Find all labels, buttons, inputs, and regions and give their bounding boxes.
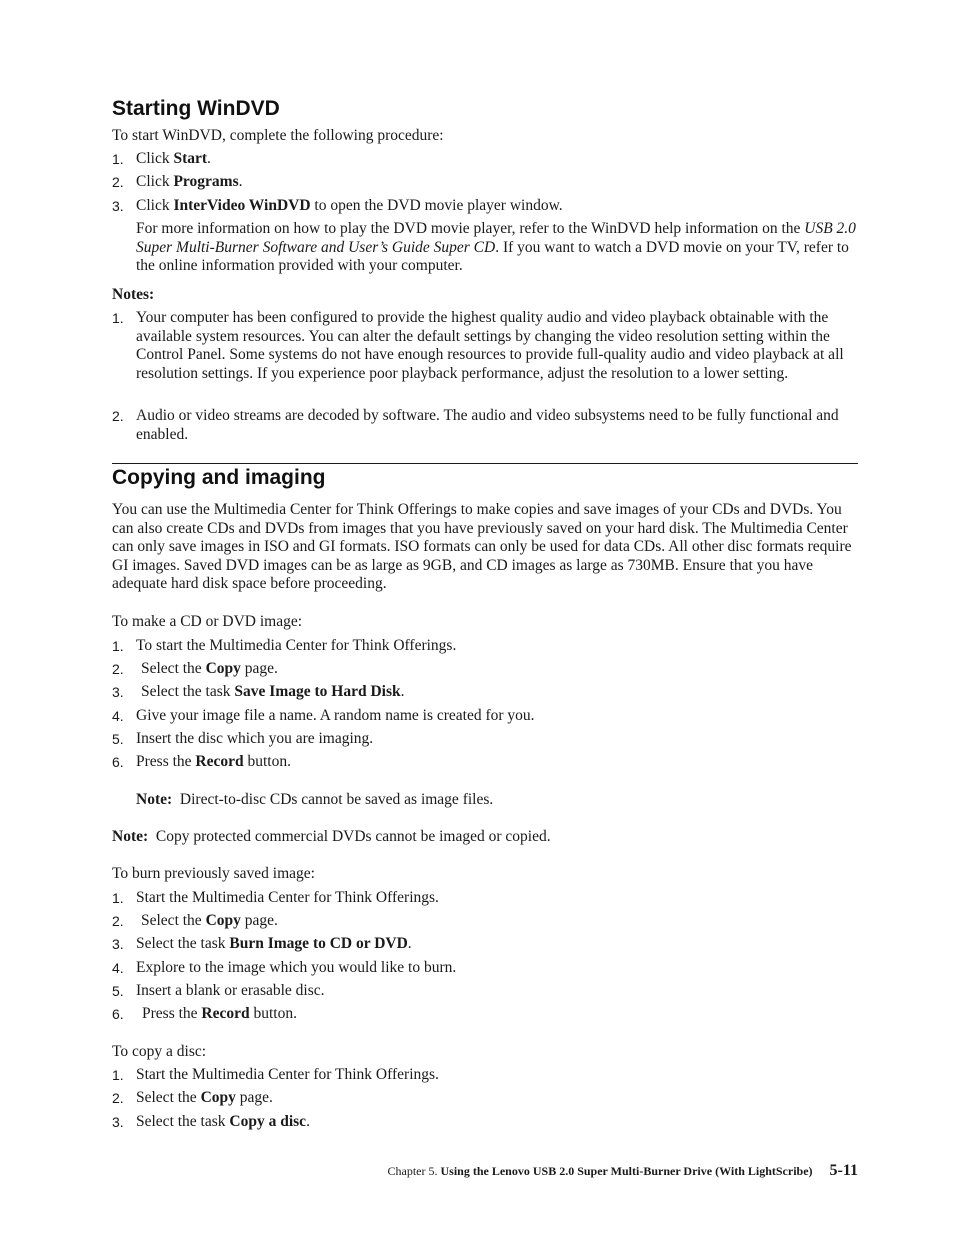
list-text: Click InterVideo WinDVD to open the DVD movie player window. — [136, 197, 563, 214]
note-item — [112, 407, 858, 444]
section-heading-copying-and-imaging: Copying and imaging — [112, 466, 326, 489]
copy-disc-lead: To copy a disc: — [112, 1043, 207, 1060]
list-text: Click Programs. — [136, 173, 243, 190]
list-text: Insert the disc which you are imaging. — [136, 730, 374, 747]
list-text: Start the Multimedia Center for Think Offerings. — [136, 1066, 439, 1083]
list-text: Select the task Copy a disc. — [136, 1113, 310, 1130]
list-number: 4. — [112, 960, 124, 976]
list-number: 3. — [112, 684, 124, 700]
section-divider — [112, 463, 858, 464]
list-number: 6. — [112, 754, 124, 770]
list-text: Select the task Save Image to Hard Disk. — [141, 683, 405, 700]
list-number: 2. — [112, 913, 124, 929]
note-item — [112, 309, 858, 383]
list-text: Give your image file a name. A random name is created for you. — [136, 707, 535, 724]
list-number: 2. — [112, 661, 124, 677]
list-text: To start the Multimedia Center for Think Offerings. — [136, 637, 457, 654]
list-text: Press the Record button. — [142, 1005, 297, 1022]
footer-chapter-title: Using the Lenovo USB 2.0 Super Multi-Burner Drive (With LightScribe) — [440, 1164, 813, 1178]
note-text: Audio or video streams are decoded by software. The audio and video subsystems need to be fully functional and enabled. — [136, 407, 839, 443]
list-text: Select the Copy page. — [141, 912, 278, 929]
list-number: 1. — [112, 638, 124, 654]
list-text: Select the Copy page. — [136, 1089, 273, 1106]
inner-note: Note: Direct-to-disc CDs cannot be saved as image files. — [136, 791, 494, 808]
list-text: Press the Record button. — [136, 753, 291, 770]
list-text: Start the Multimedia Center for Think Offerings. — [136, 889, 439, 906]
list-number: 5. — [112, 983, 124, 999]
copy-protection-note: Note: Copy protected commercial DVDs cannot be imaged or copied. — [112, 828, 551, 845]
section-heading-starting-windvd: Starting WinDVD — [112, 97, 280, 120]
list-number: 5. — [112, 731, 124, 747]
list-text: Explore to the image which you would like to burn. — [136, 959, 457, 976]
more-info-paragraph: For more information on how to play the DVD movie player, refer to the WinDVD help information on the USB 2.0 Super Multi-Burner Software and User’s Guide Super CD. If you want to watch a DVD movie on your TV, refer to the online information provided with your computer. — [136, 220, 856, 275]
list-number: 2. — [112, 1090, 124, 1106]
section-intro: You can use the Multimedia Center for Think Offerings to make copies and save images of your CDs and DVDs. You can also create CDs and DVDs from images that you have previously saved on your hard disk. The Multimedia Center can only save images in ISO and GI formats. ISO formats can only be used for data CDs. All other disc formats require GI images. Saved DVD images can be as large as 9GB, and CD images as large as 730MB. Ensure that you have adequate hard disk space before proceeding. — [112, 501, 852, 593]
list-number: 1. — [112, 310, 124, 326]
list-number: 3. — [112, 1114, 124, 1130]
list-number: 1. — [112, 1067, 124, 1083]
list-text: Click Start. — [136, 150, 211, 167]
footer-chapter: Chapter 5. — [387, 1164, 438, 1178]
list-number: 1. — [112, 890, 124, 906]
notes-label: Notes: — [112, 286, 155, 303]
list-number: 2. — [112, 408, 124, 424]
list-number: 1. — [112, 151, 124, 167]
note-text: Your computer has been configured to provide the highest quality audio and video playback obtainable with the available system resources. You can alter the default settings by changing the video resolution setting within the Control Panel. Some systems do not have enough resources to provide full-quality audio and video playback at all resolution settings. If you experience poor playback performance, adjust the resolution to a lower setting. — [136, 309, 844, 382]
make-image-lead: To make a CD or DVD image: — [112, 613, 303, 630]
list-number: 2. — [112, 174, 124, 190]
list-text: Select the Copy page. — [141, 660, 278, 677]
list-number: 4. — [112, 708, 124, 724]
list-number: 3. — [112, 198, 124, 214]
section-intro: To start WinDVD, complete the following procedure: — [112, 127, 444, 144]
page-number: 5-11 — [829, 1162, 858, 1179]
list-text: Insert a blank or erasable disc. — [136, 982, 325, 999]
list-text: Select the task Burn Image to CD or DVD. — [136, 935, 412, 952]
guide-title: USB 2.0 Super Multi-Burner Software and User’s Guide Super CD — [136, 220, 856, 256]
burn-image-lead: To burn previously saved image: — [112, 865, 315, 882]
list-number: 3. — [112, 936, 124, 952]
page-footer — [388, 1163, 858, 1179]
list-number: 6. — [112, 1006, 124, 1022]
